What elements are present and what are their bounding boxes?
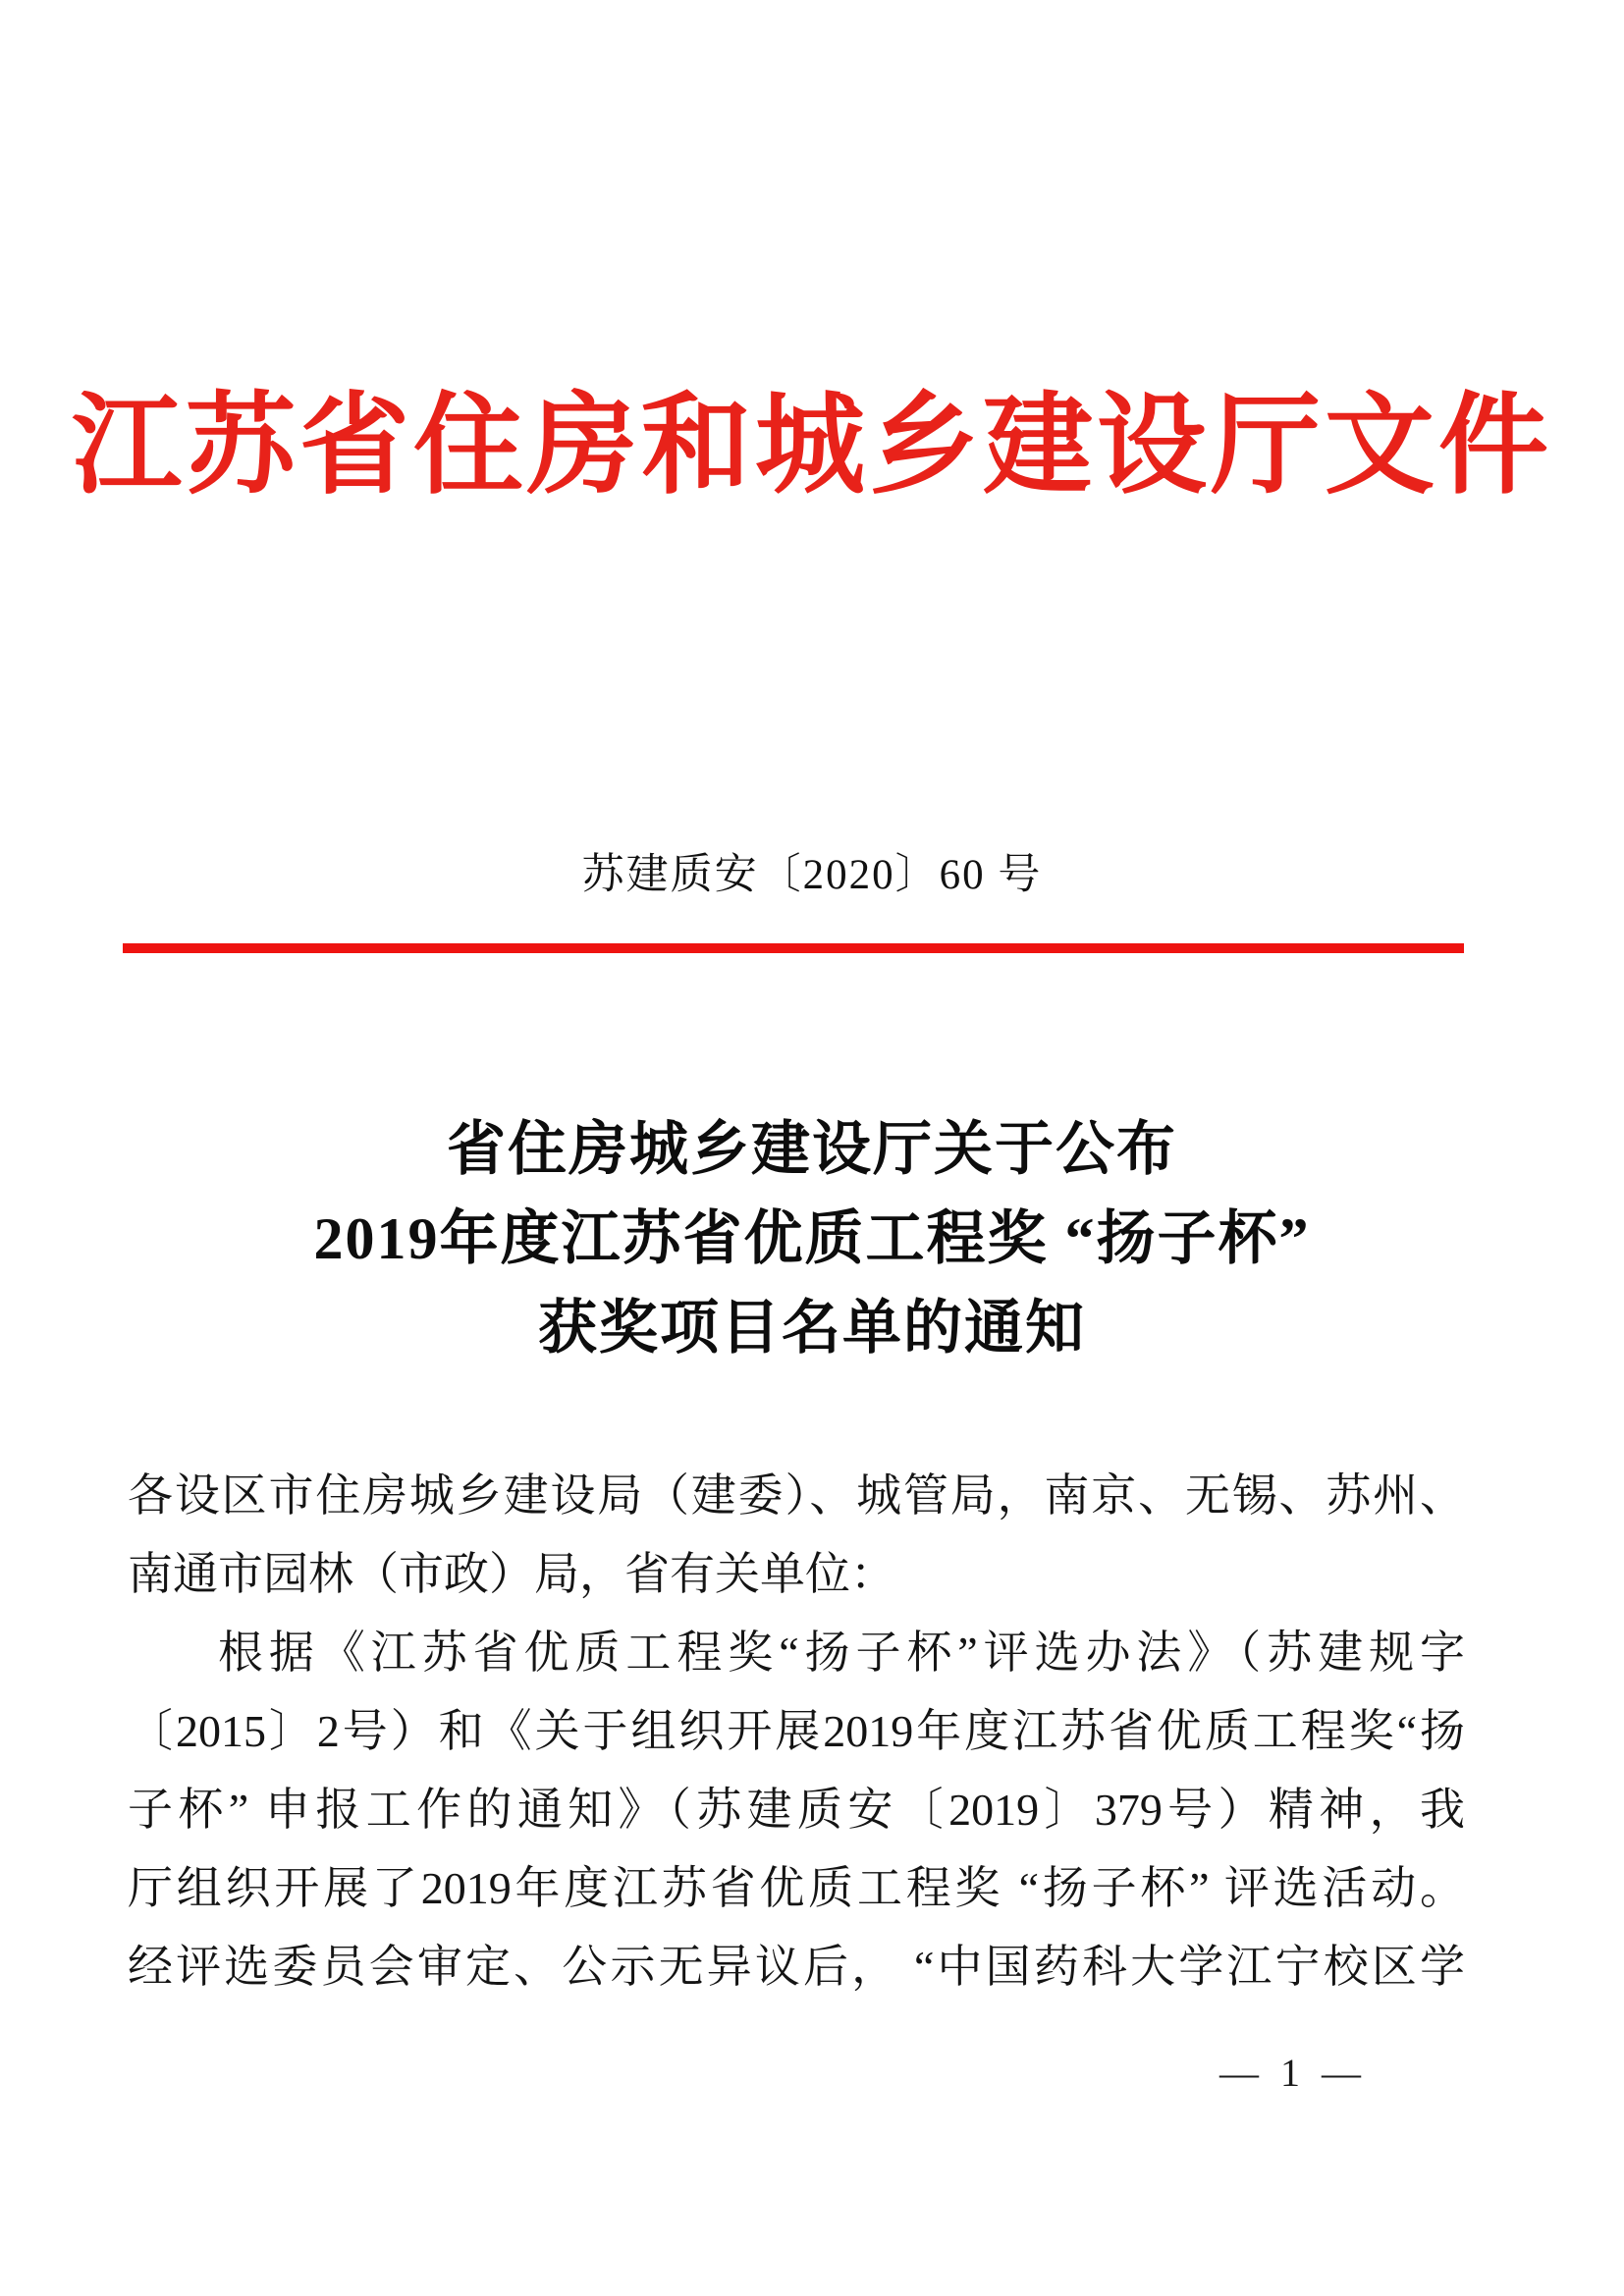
body-line-paragraph-2: 〔2015〕2号）和《关于组织开展2019年度江苏省优质工程奖“扬: [128, 1706, 1465, 1756]
body-line-paragraph-1: 根据《江苏省优质工程奖“扬子杯”评选办法》（苏建规字: [218, 1628, 1465, 1678]
red-divider-line: [123, 943, 1464, 953]
document-title-line-3: 获奖项目名单的通知: [538, 1296, 1086, 1361]
body-line-paragraph-5: 经评选委员会审定、公示无异议后， “中国药科大学江宁校区学: [128, 1942, 1465, 1992]
document-title-line-2: 2019年度江苏省优质工程奖 “扬子杯”: [313, 1206, 1311, 1271]
document-title-line-1: 省住房城乡建设厅关于公布: [447, 1117, 1177, 1182]
document-body: [128, 1457, 1465, 2006]
document-title: [0, 1105, 1624, 1373]
agency-header-title: 江苏省住房和城乡建设厅文件: [72, 386, 1552, 507]
body-line-paragraph-3: 子杯” 申报工作的通知》（苏建质安〔2019〕379号）精神，我: [128, 1785, 1465, 1835]
body-line-paragraph-4: 厅组织开展了2019年度江苏省优质工程奖 “扬子杯” 评选活动。: [128, 1863, 1465, 1913]
page-number: — 1 —: [1219, 2051, 1367, 2095]
document-number: 苏建质安〔2020〕60 号: [581, 852, 1043, 898]
body-line-recipients-1: 各设区市住房城乡建设局（建委）、城管局，南京、无锡、苏州、: [128, 1470, 1465, 1521]
body-line-recipients-2: 南通市园林（市政）局，省有关单位：: [128, 1549, 895, 1599]
